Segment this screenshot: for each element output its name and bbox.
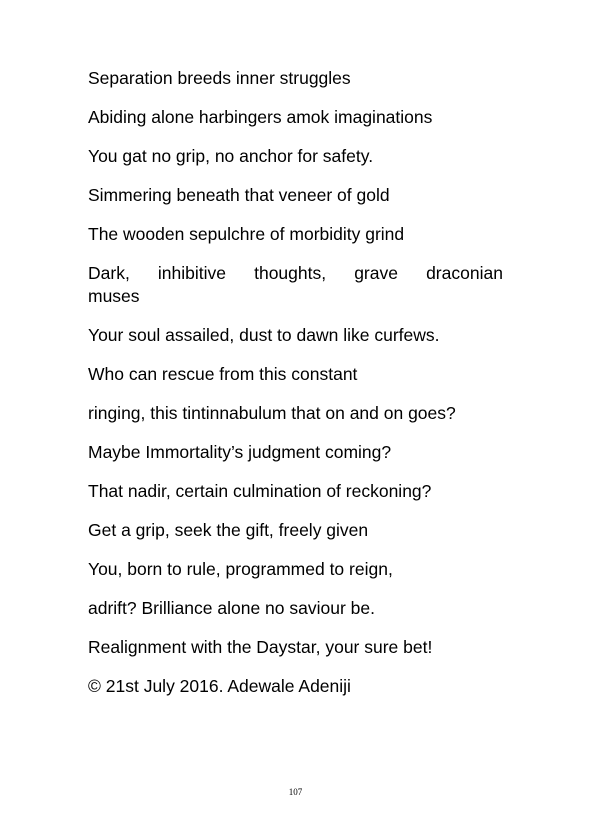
poem-line: Abiding alone harbingers amok imaginations — [88, 107, 433, 127]
poem-line: Your soul assailed, dust to dawn like curfews. — [88, 325, 440, 345]
poem-line: ringing, this tintinnabulum that on and on goes? — [88, 403, 456, 423]
poem-line: The wooden sepulchre of morbidity grind — [88, 224, 405, 244]
justified-word: Dark, — [88, 263, 130, 283]
poem-line-justified — [88, 262, 503, 284]
poem-line: Realignment with the Daystar, your sure bet! — [88, 637, 433, 657]
poem-body — [88, 67, 503, 697]
poem-line: That nadir, certain culmination of reckoning? — [88, 481, 432, 501]
poem-line: Who can rescue from this constant — [88, 364, 358, 384]
page-number: 107 — [288, 787, 303, 797]
copyright-line: © 21st July 2016. Adewale Adeniji — [88, 676, 351, 696]
poem-line: You gat no grip, no anchor for safety. — [88, 146, 374, 166]
poem-line: Maybe Immortality’s judgment coming? — [88, 442, 392, 462]
justified-word: thoughts, — [254, 263, 327, 283]
poem-line: Get a grip, seek the gift, freely given — [88, 520, 369, 540]
poem-line: adrift? Brilliance alone no saviour be. — [88, 598, 375, 618]
poem-line: Simmering beneath that veneer of gold — [88, 185, 390, 205]
poem-line: Separation breeds inner struggles — [88, 68, 351, 88]
justified-word: draconian — [426, 263, 503, 283]
justified-word: inhibitive — [157, 263, 227, 283]
poem-line-wrapped — [88, 262, 503, 307]
poem-line-continuation: muses — [88, 286, 140, 306]
poem-line: You, born to rule, programmed to reign, — [88, 559, 393, 579]
justified-word: grave — [354, 263, 398, 283]
